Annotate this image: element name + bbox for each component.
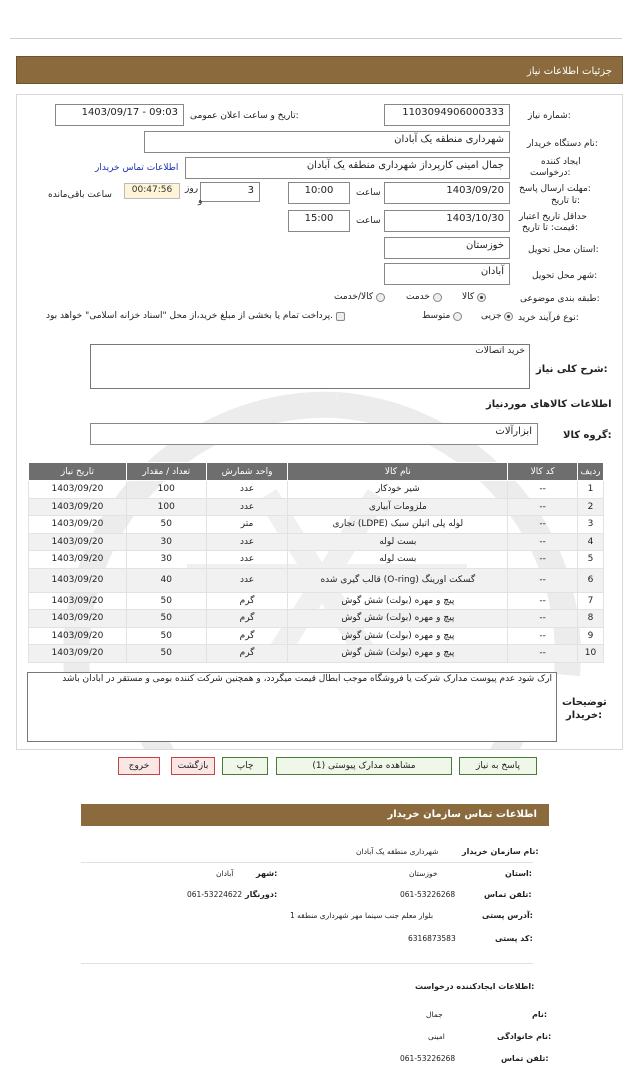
- general-description-label: شرح کلی نیاز:: [536, 364, 608, 375]
- cell-row-number: 5: [578, 551, 604, 569]
- process-option-minor[interactable]: جزیی: [481, 311, 513, 322]
- table-row: [29, 568, 604, 592]
- contact-divider: [81, 862, 533, 863]
- cell-item-code: --: [508, 610, 578, 628]
- cell-item-code: --: [508, 516, 578, 534]
- cell-row-number: 10: [578, 645, 604, 663]
- cell-row-number: 8: [578, 610, 604, 628]
- table-row: [29, 551, 604, 569]
- cell-item-code: --: [508, 481, 578, 499]
- announce-date-label: تاریخ و ساعت اعلان عمومی:: [190, 111, 299, 121]
- contact-org-value: شهرداری منطقه یک آبادان: [356, 847, 439, 856]
- cell-unit: عدد: [206, 533, 288, 551]
- cell-row-number: 6: [578, 568, 604, 592]
- buyer-contact-title: اطلاعات تماس سازمان خریدار: [387, 809, 537, 820]
- cell-quantity: 30: [126, 551, 206, 569]
- items-table: [28, 462, 604, 663]
- page-header: [16, 56, 623, 84]
- contact-fax-value: 061-53224622: [187, 890, 243, 899]
- creator-name-value: جمال: [426, 1010, 443, 1019]
- creator-label-line1: ایجاد کننده: [541, 157, 581, 167]
- province-field: خوزستان: [384, 237, 510, 259]
- table-row: [29, 533, 604, 551]
- exit-button[interactable]: خروج: [118, 757, 160, 775]
- cell-row-number: 7: [578, 592, 604, 610]
- creator-family-value: امینی: [428, 1032, 445, 1041]
- cell-item-name: لوله پلی اتیلن سبک (LDPE) تجاری: [288, 516, 508, 534]
- cell-row-number: 4: [578, 533, 604, 551]
- cell-unit: عدد: [206, 498, 288, 516]
- contact-postal-label: کد پستی:: [495, 934, 533, 943]
- contact-province-label: استان:: [505, 869, 532, 878]
- checkbox-icon: [336, 312, 345, 321]
- cell-unit: عدد: [206, 568, 288, 592]
- col-date-header: تاریخ نیاز: [29, 463, 127, 481]
- radio-selected-icon: [504, 312, 513, 321]
- city-field: آبادان: [384, 263, 510, 285]
- cell-item-code: --: [508, 568, 578, 592]
- cell-need-date: 1403/09/20: [29, 627, 127, 645]
- buyer-org-label: نام دستگاه خریدار:: [527, 139, 598, 149]
- cell-row-number: 9: [578, 627, 604, 645]
- radio-selected-icon: [477, 293, 486, 302]
- cell-quantity: 100: [126, 481, 206, 499]
- cell-quantity: 100: [126, 498, 206, 516]
- cell-unit: متر: [206, 516, 288, 534]
- goods-group-field: ابزارآلات: [90, 423, 538, 445]
- contact-address-value: بلوار معلم جنب سینما مهر شهرداری منطقه 1: [290, 911, 434, 920]
- treasury-checkbox[interactable]: پرداخت تمام یا بخشی از مبلغ خرید،از محل "اسناد خزانه اسلامی" خواهد بود.: [46, 311, 345, 322]
- cell-need-date: 1403/09/20: [29, 498, 127, 516]
- general-description-field: خرید اتصالات: [90, 344, 530, 389]
- days-label: روز: [185, 184, 199, 194]
- goods-group-label: گروه کالا:: [563, 430, 612, 441]
- cell-need-date: 1403/09/20: [29, 645, 127, 663]
- page-title: جزئیات اطلاعات نیاز: [526, 66, 612, 77]
- table-row: [29, 627, 604, 645]
- remaining-label: ساعت باقی‌مانده: [48, 190, 112, 200]
- cell-quantity: 50: [126, 516, 206, 534]
- cell-item-name: شیر خودکار: [288, 481, 508, 499]
- cell-unit: گرم: [206, 592, 288, 610]
- province-label: استان محل تحویل:: [528, 245, 599, 255]
- print-button[interactable]: چاپ: [222, 757, 268, 775]
- cell-item-name: پیچ و مهره (بولت) شش گوش: [288, 627, 508, 645]
- items-section-title: اطلاعات کالاهای موردنیاز: [486, 399, 612, 410]
- creator-info-title: اطلاعات ایجادکننده درخواست:: [415, 982, 535, 991]
- contact-address-label: آدرس پستی:: [482, 911, 533, 920]
- reply-button[interactable]: پاسخ به نیاز: [459, 757, 537, 775]
- cell-item-name: گسکت اورینگ (O-ring) قالب گیری شده: [288, 568, 508, 592]
- buyer-org-field: شهرداری منطقه یک آبادان: [144, 131, 510, 153]
- days-field: 3: [200, 182, 260, 202]
- cell-item-code: --: [508, 498, 578, 516]
- creator-name-label: نام:: [532, 1010, 548, 1019]
- deadline-time-label: ساعت: [356, 188, 381, 198]
- col-code-header: کد کالا: [508, 463, 578, 481]
- deadline-label-line1: مهلت ارسال پاسخ:: [519, 184, 591, 194]
- cell-need-date: 1403/09/20: [29, 592, 127, 610]
- contact-province-value: خوزستان: [409, 869, 438, 878]
- col-name-header: نام کالا: [288, 463, 508, 481]
- contact-postal-value: 6316873583: [408, 934, 456, 943]
- cell-need-date: 1403/09/20: [29, 533, 127, 551]
- cell-unit: گرم: [206, 610, 288, 628]
- cell-item-code: --: [508, 627, 578, 645]
- radio-icon: [453, 312, 462, 321]
- cell-row-number: 3: [578, 516, 604, 534]
- creator-phone-value: 061-53226268: [400, 1054, 456, 1063]
- cell-item-name: بست لوله: [288, 533, 508, 551]
- remaining-timer: 00:47:56: [124, 183, 180, 199]
- cell-unit: گرم: [206, 645, 288, 663]
- cell-row-number: 1: [578, 481, 604, 499]
- buyer-notes-label-line2: خریدار:: [566, 710, 603, 721]
- cell-item-code: --: [508, 533, 578, 551]
- category-option-goods[interactable]: کالا: [462, 292, 486, 303]
- col-row-header: ردیف: [578, 463, 604, 481]
- buyer-contact-link[interactable]: اطلاعات تماس خریدار: [95, 163, 179, 173]
- contact-phone-label: تلفن تماس:: [484, 890, 532, 899]
- table-row: [29, 481, 604, 499]
- cell-item-code: --: [508, 645, 578, 663]
- days-and-label: و: [198, 196, 203, 206]
- creator-phone-label: تلفن تماس:: [501, 1054, 549, 1063]
- cell-quantity: 30: [126, 533, 206, 551]
- deadline-label-line2: تا تاریخ:: [551, 196, 581, 206]
- table-header-row: [29, 463, 604, 481]
- cell-unit: گرم: [206, 627, 288, 645]
- deadline-time-field: 10:00: [288, 182, 350, 204]
- cell-item-name: بست لوله: [288, 551, 508, 569]
- cell-item-code: --: [508, 592, 578, 610]
- creator-field: جمال امینی کارپرداز شهرداری منطقه یک آبادان: [185, 157, 510, 179]
- cell-need-date: 1403/09/20: [29, 568, 127, 592]
- cell-quantity: 40: [126, 568, 206, 592]
- buyer-contact-header: [81, 804, 549, 826]
- category-option-service[interactable]: خدمت: [406, 292, 442, 303]
- table-row: [29, 516, 604, 534]
- cell-item-name: پیچ و مهره (بولت) شش گوش: [288, 592, 508, 610]
- cell-quantity: 50: [126, 627, 206, 645]
- min-validity-date-field: 1403/10/30: [384, 210, 510, 232]
- process-type-label: نوع فرآیند خرید:: [518, 313, 579, 323]
- cell-need-date: 1403/09/20: [29, 610, 127, 628]
- cell-item-name: ملزومات آبیاری: [288, 498, 508, 516]
- need-number-label: شماره نیاز:: [528, 111, 571, 121]
- view-attachments-button[interactable]: مشاهده مدارک پیوستی (1): [276, 757, 452, 775]
- cell-need-date: 1403/09/20: [29, 551, 127, 569]
- contact-phone-value: 061-53226268: [400, 890, 456, 899]
- cell-quantity: 50: [126, 610, 206, 628]
- col-qty-header: تعداد / مقدار: [126, 463, 206, 481]
- city-label: شهر محل تحویل:: [532, 271, 598, 281]
- contact-city-label: شهر:: [256, 869, 278, 878]
- contact-divider: [81, 963, 533, 964]
- contact-fax-label: دورنگار:: [245, 890, 278, 899]
- min-validity-time-label: ساعت: [356, 216, 381, 226]
- radio-icon: [433, 293, 442, 302]
- table-row: [29, 498, 604, 516]
- deadline-date-field: 1403/09/20: [384, 182, 510, 204]
- cell-need-date: 1403/09/20: [29, 481, 127, 499]
- contact-city-value: آبادان: [216, 869, 234, 878]
- radio-icon: [376, 293, 385, 302]
- cell-quantity: 50: [126, 592, 206, 610]
- cell-item-name: پیچ و مهره (بولت) شش گوش: [288, 645, 508, 663]
- table-row: [29, 610, 604, 628]
- creator-label-line2: درخواست:: [530, 168, 571, 178]
- table-row: [29, 645, 604, 663]
- min-validity-label-line1: حداقل تاریخ اعتبار: [519, 212, 587, 222]
- col-unit-header: واحد شمارش: [206, 463, 288, 481]
- back-button[interactable]: بازگشت: [171, 757, 215, 775]
- need-number-field: 1103094906000333: [384, 104, 510, 126]
- table-row: [29, 592, 604, 610]
- buyer-notes-field: ارک شود عدم پیوست مدارک شرکت یا فروشگاه موجب ابطال قیمت میگردد، و همچنین شرکت کننده بومی و مستقر در ابادان باشد: [27, 672, 557, 742]
- min-validity-label-line2: قیمت: تا تاریخ:: [522, 223, 579, 233]
- announce-date-field: 1403/09/17 - 09:03: [55, 104, 184, 126]
- cell-row-number: 2: [578, 498, 604, 516]
- cell-need-date: 1403/09/20: [29, 516, 127, 534]
- min-validity-time-field: 15:00: [288, 210, 350, 232]
- cell-unit: عدد: [206, 481, 288, 499]
- creator-family-label: نام خانوادگی:: [497, 1032, 552, 1041]
- cell-unit: عدد: [206, 551, 288, 569]
- category-label: طبقه بندی موضوعی:: [520, 294, 600, 304]
- category-option-goods-service[interactable]: کالا/خدمت: [334, 292, 385, 303]
- cell-quantity: 50: [126, 645, 206, 663]
- cell-item-name: پیچ و مهره (بولت) شش گوش: [288, 610, 508, 628]
- cell-item-code: --: [508, 551, 578, 569]
- top-divider: [10, 38, 622, 39]
- process-option-medium[interactable]: متوسط: [422, 311, 462, 322]
- buyer-notes-label-line1: توضیحات: [562, 697, 607, 708]
- contact-org-label: نام سازمان خریدار:: [462, 847, 539, 856]
